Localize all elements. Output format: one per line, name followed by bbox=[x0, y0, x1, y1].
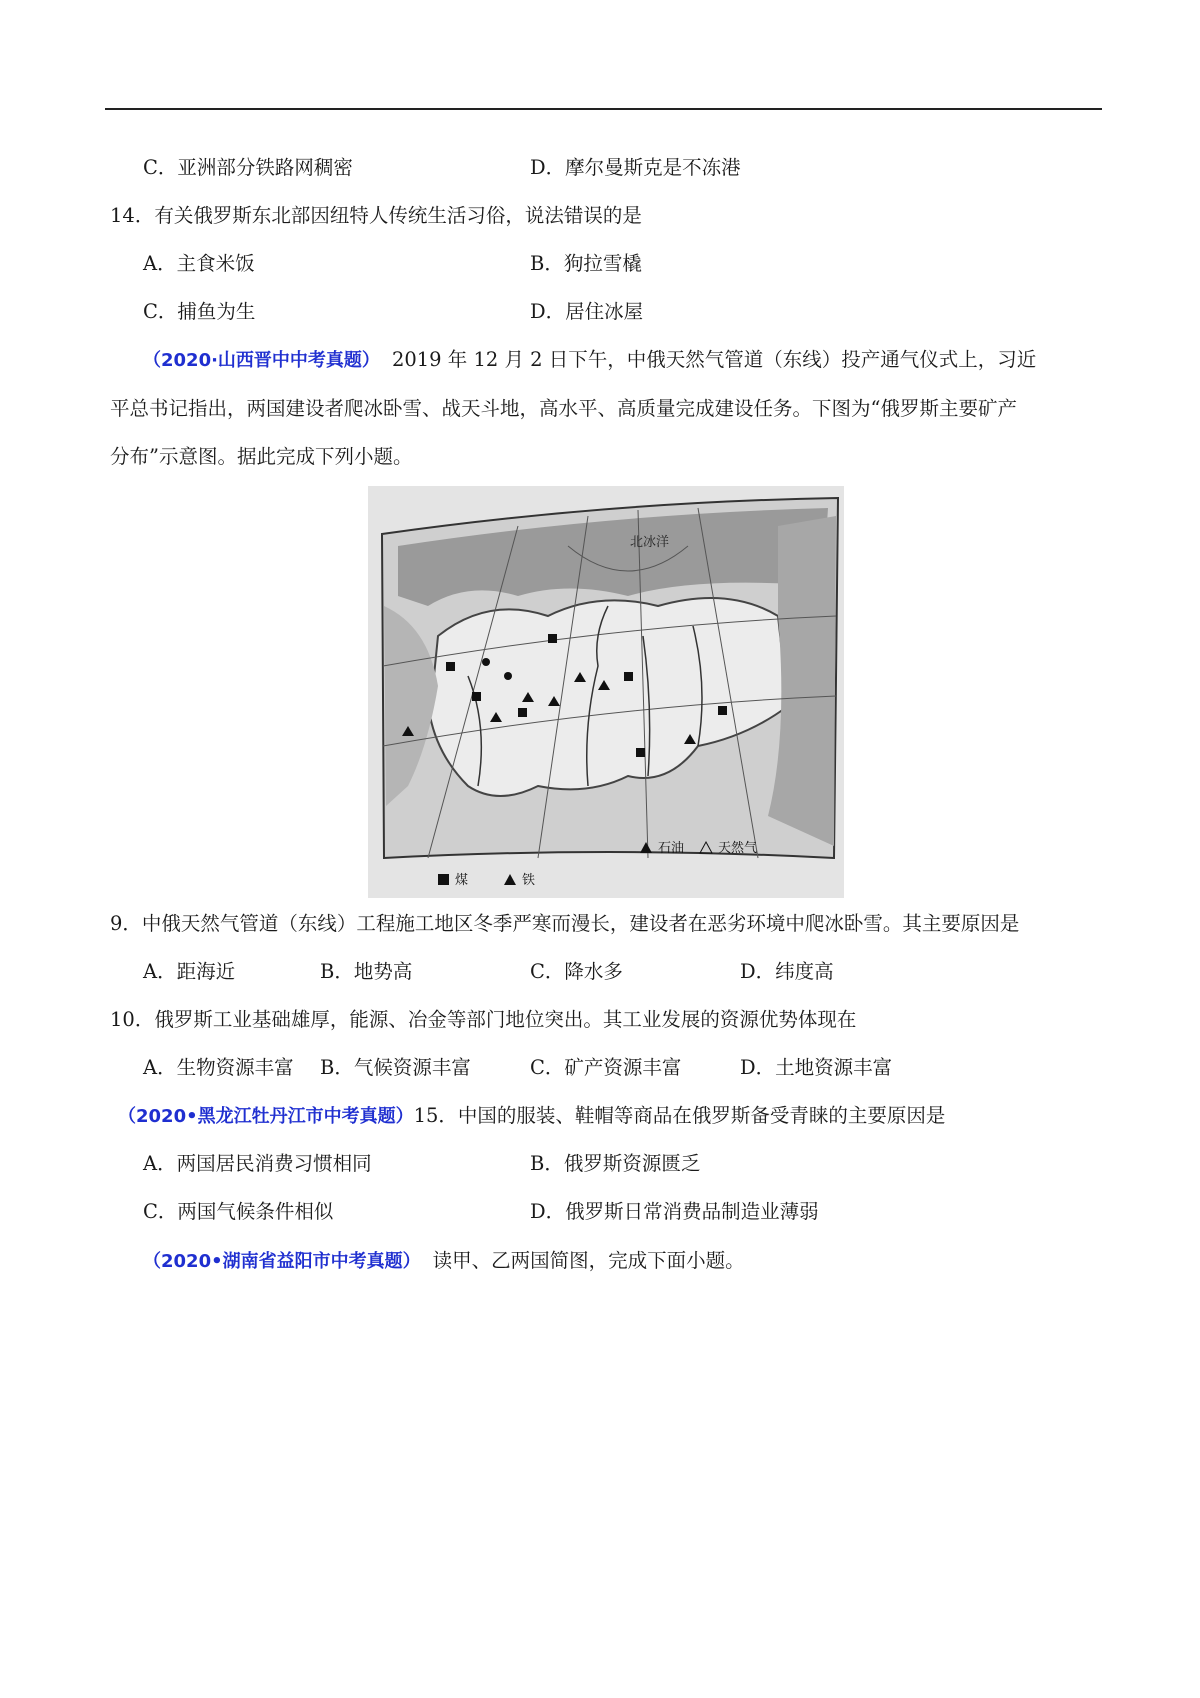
intro2-source: （2020•湖南省益阳市中考真题） bbox=[143, 1251, 421, 1272]
legend-coal: 煤 bbox=[455, 873, 469, 888]
q14-option-c[interactable]: C．捕鱼为生 bbox=[143, 300, 256, 323]
q14-option-d[interactable]: D．居住冰屋 bbox=[530, 300, 644, 323]
legend-iron: 铁 bbox=[522, 873, 536, 888]
header-rule bbox=[105, 108, 1102, 110]
q10-option-c[interactable]: C．矿产资源丰富 bbox=[530, 1056, 682, 1079]
legend-gas: 天然气 bbox=[718, 841, 758, 856]
q15-source: （2020•黑龙江牡丹江市中考真题） bbox=[118, 1106, 414, 1127]
legend-oil: 石油 bbox=[658, 841, 685, 856]
intro2-line: （2020•湖南省益阳市中考真题） 读甲、乙两国简图，完成下面小题。 bbox=[143, 1249, 745, 1272]
q10-option-b[interactable]: B．气候资源丰富 bbox=[320, 1056, 471, 1079]
q14-stem: 14．有关俄罗斯东北部因纽特人传统生活习俗，说法错误的是 bbox=[110, 204, 642, 227]
q14-option-b[interactable]: B．狗拉雪橇 bbox=[530, 252, 642, 275]
q10-option-d[interactable]: D．土地资源丰富 bbox=[740, 1056, 893, 1079]
intro1-source: （2020·山西晋中中考真题） bbox=[143, 350, 380, 371]
intro1-line1: （2020·山西晋中中考真题） 2019 年 12 月 2 日下午，中俄天然气管道（东线）投产通气仪式上，习近 bbox=[143, 348, 1037, 371]
q9-option-b[interactable]: B．地势高 bbox=[320, 960, 413, 983]
q9-stem: 9．中俄天然气管道（东线）工程施工地区冬季严寒而漫长，建设者在恶劣环境中爬冰卧雪。其主要原因是 bbox=[110, 912, 1020, 935]
intro1-line3: 分布”示意图。据此完成下列小题。 bbox=[110, 445, 413, 468]
russia-mineral-map bbox=[368, 486, 844, 898]
q10-option-a[interactable]: A．生物资源丰富 bbox=[143, 1056, 294, 1079]
map-ocean-label: 北冰洋 bbox=[630, 535, 670, 550]
q10-stem: 10．俄罗斯工业基础雄厚，能源、冶金等部门地位突出。其工业发展的资源优势体现在 bbox=[110, 1008, 857, 1031]
map-svg bbox=[368, 486, 844, 898]
q14-option-a[interactable]: A．主食米饭 bbox=[143, 252, 255, 275]
q9-option-c[interactable]: C．降水多 bbox=[530, 960, 623, 983]
q9-option-a[interactable]: A．距海近 bbox=[143, 960, 236, 983]
q15-option-b[interactable]: B．俄罗斯资源匮乏 bbox=[530, 1152, 701, 1175]
q13-option-c[interactable]: C．亚洲部分铁路网稠密 bbox=[143, 156, 353, 179]
q13-option-d[interactable]: D．摩尔曼斯克是不冻港 bbox=[530, 156, 741, 179]
q15-option-a[interactable]: A．两国居民消费习惯相同 bbox=[143, 1152, 372, 1175]
q9-option-d[interactable]: D．纬度高 bbox=[740, 960, 834, 983]
q15-option-d[interactable]: D．俄罗斯日常消费品制造业薄弱 bbox=[530, 1200, 819, 1223]
intro1-line2: 平总书记指出，两国建设者爬冰卧雪、战天斗地，高水平、高质量完成建设任务。下图为“俄罗斯主要矿产 bbox=[110, 397, 1017, 420]
q15-option-c[interactable]: C．两国气候条件相似 bbox=[143, 1200, 334, 1223]
q15-stem-line: （2020•黑龙江牡丹江市中考真题）15．中国的服装、鞋帽等商品在俄罗斯备受青睐的主要原因是 bbox=[118, 1104, 946, 1127]
